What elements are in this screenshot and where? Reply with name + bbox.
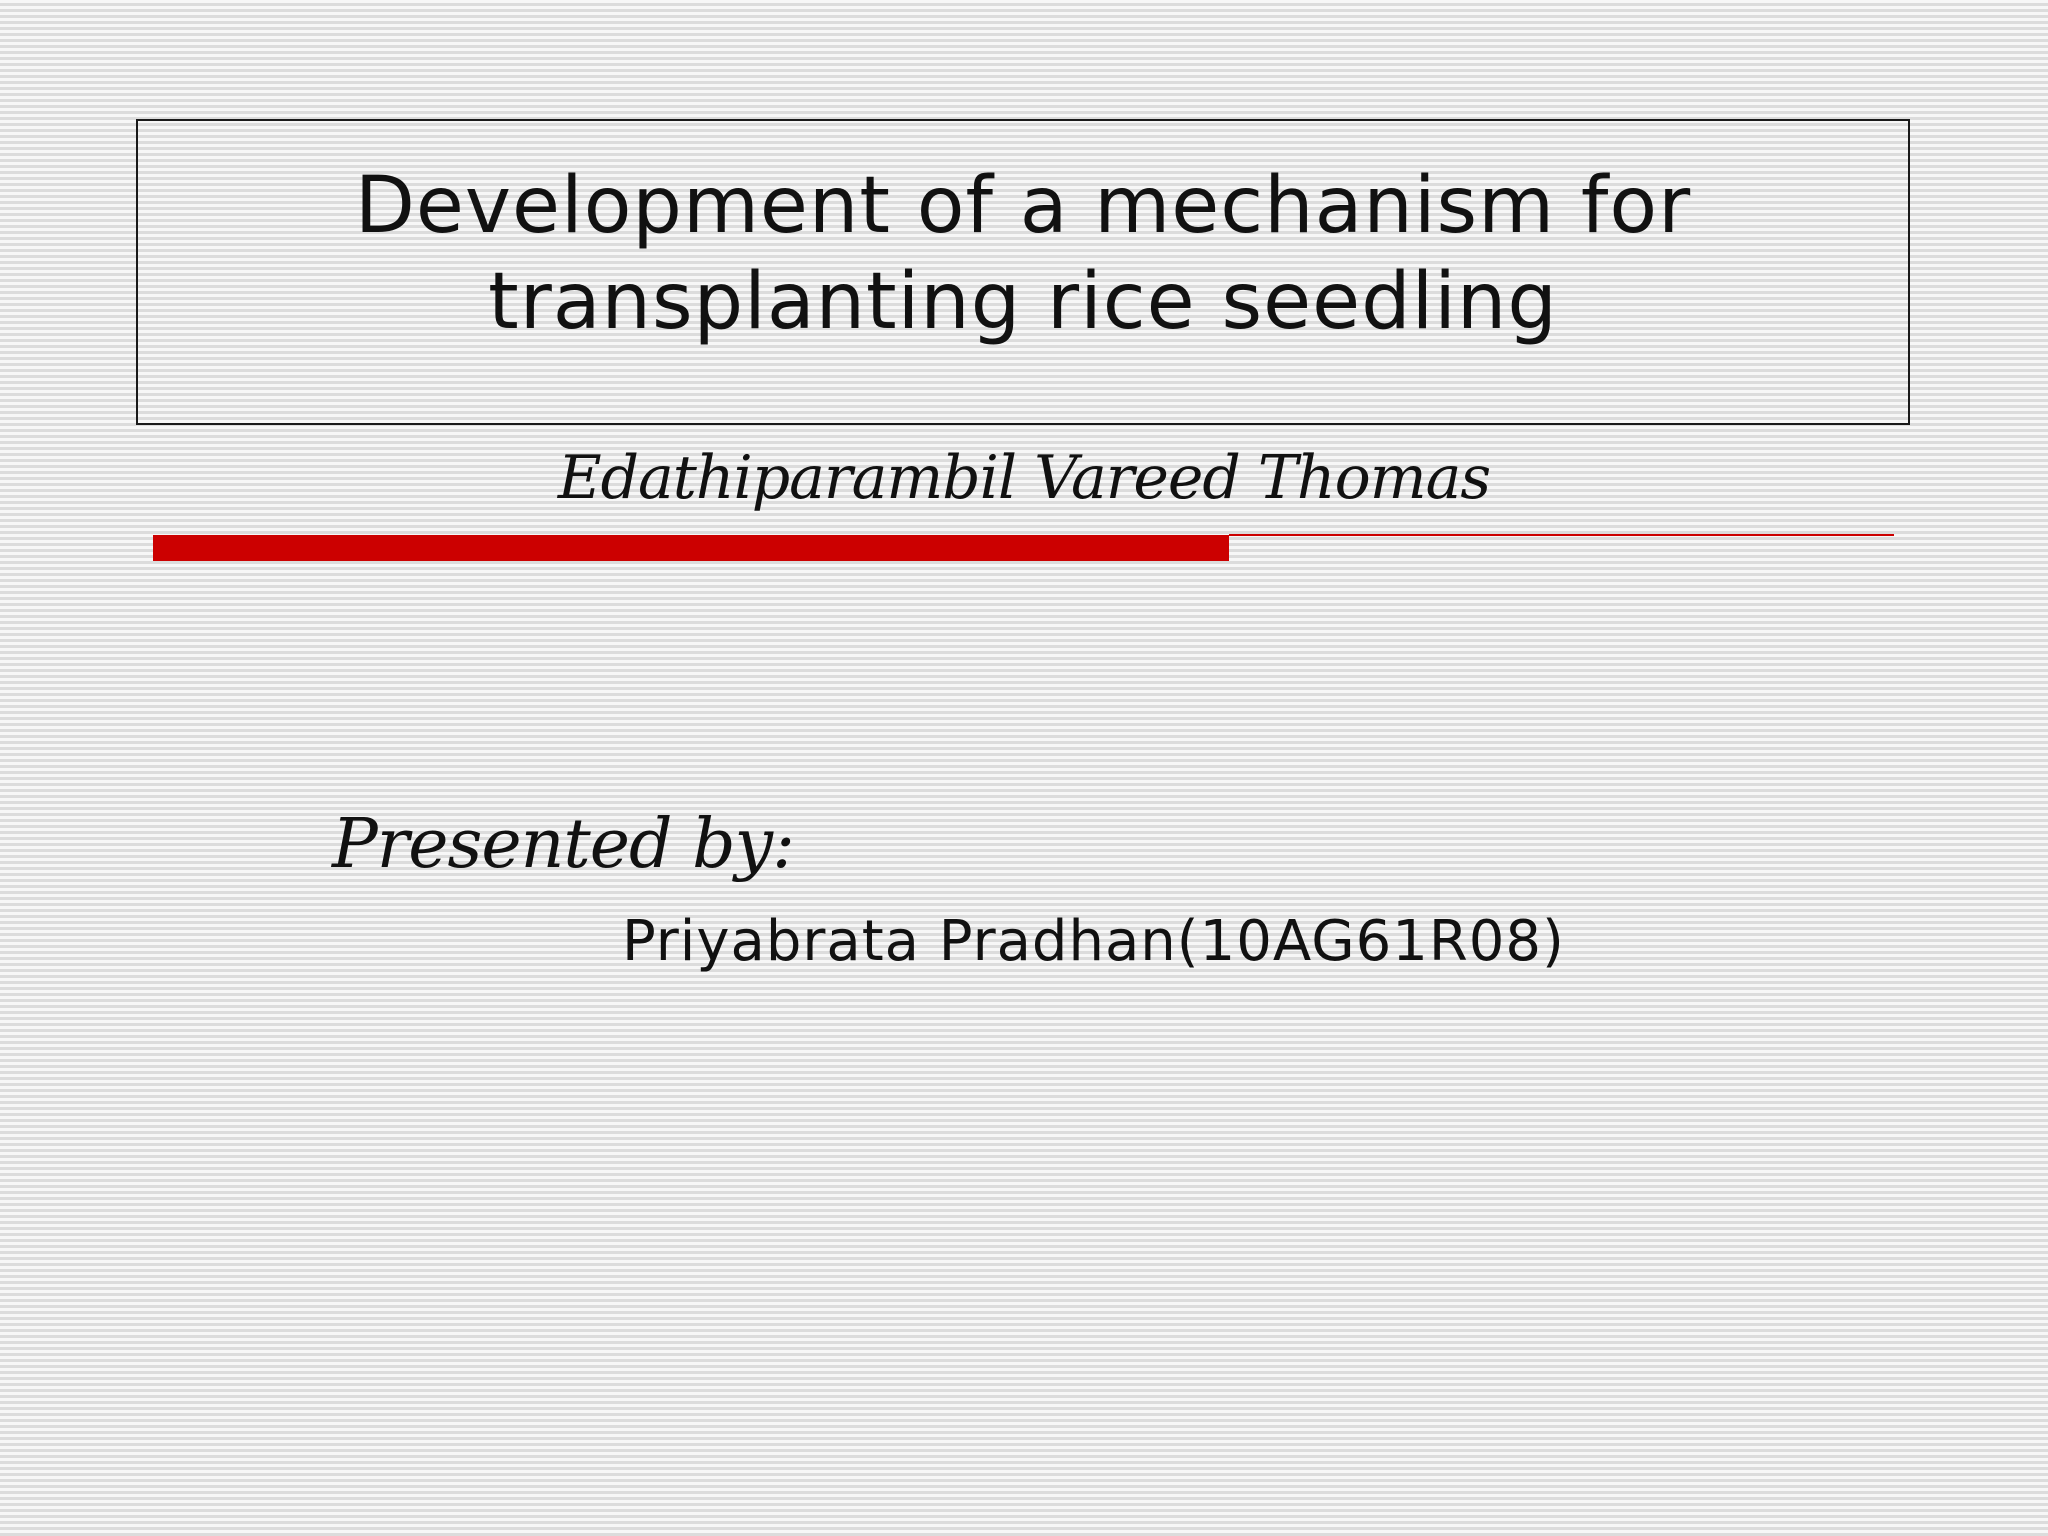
presenter-name: Priyabrata Pradhan(10AG61R08) (622, 909, 1565, 974)
slide-title-line-2: transplanting rice seedling (488, 257, 1558, 347)
accent-bar-thick (153, 535, 1229, 561)
author-name: Edathiparambil Vareed Thomas (557, 443, 1491, 513)
slide-title (355, 158, 1691, 350)
presented-by-label: Presented by: (332, 805, 795, 884)
slide-title-line-1: Development of a mechanism for (354, 161, 1692, 251)
title-box (136, 119, 1910, 425)
accent-line-thin (1229, 534, 1894, 536)
